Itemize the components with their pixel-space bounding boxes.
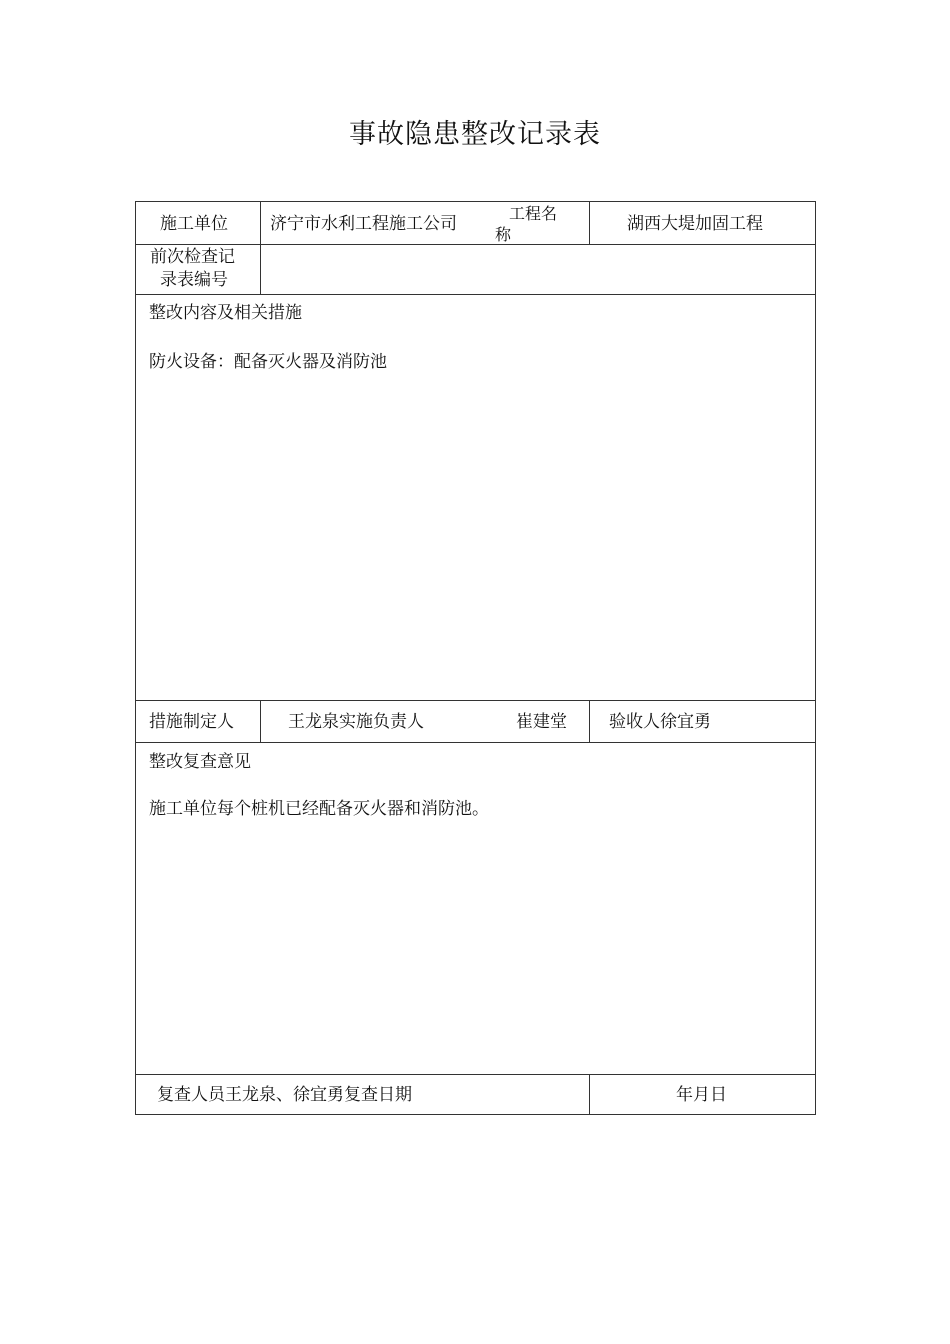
acceptor: 验收人徐宜勇 (609, 712, 711, 732)
row-divider (136, 294, 815, 295)
construction-unit-value: 济宁市水利工程施工公司 (270, 214, 457, 234)
rectification-record-form (135, 201, 816, 1115)
rectification-heading: 整改内容及相关措施 (149, 303, 302, 323)
rectification-content: 防火设备：配备灭火器及消防池 (149, 352, 387, 372)
column-divider (260, 202, 261, 294)
row-divider (136, 700, 815, 701)
page-title: 事故隐患整改记录表 (349, 119, 601, 150)
implementer-value: 崔建堂 (516, 712, 567, 732)
column-divider (589, 202, 590, 244)
project-name-label-line1: 工程名 (509, 204, 558, 223)
column-divider (260, 700, 261, 742)
row-divider (136, 244, 815, 245)
project-name-label-line2: 称 (495, 225, 512, 244)
project-name-value: 湖西大堤加固工程 (627, 214, 763, 234)
review-content: 施工单位每个桩机已经配备灭火器和消防池。 (149, 799, 489, 819)
previous-record-label-line2: 录表编号 (160, 270, 228, 290)
column-divider (589, 700, 590, 742)
construction-unit-label: 施工单位 (160, 214, 228, 234)
previous-record-label-line1: 前次检查记 (150, 247, 235, 267)
row-divider (136, 742, 815, 743)
measure-maker-label: 措施制定人 (149, 712, 234, 732)
column-divider (589, 1074, 590, 1115)
measure-maker-and-implementer-label: 王龙泉实施负责人 (288, 712, 424, 732)
reviewers-and-date-label: 复查人员王龙泉、徐宜勇复查日期 (157, 1085, 412, 1105)
review-heading: 整改复查意见 (149, 752, 251, 772)
review-date: 年月日 (676, 1085, 727, 1105)
row-divider (136, 1074, 815, 1075)
